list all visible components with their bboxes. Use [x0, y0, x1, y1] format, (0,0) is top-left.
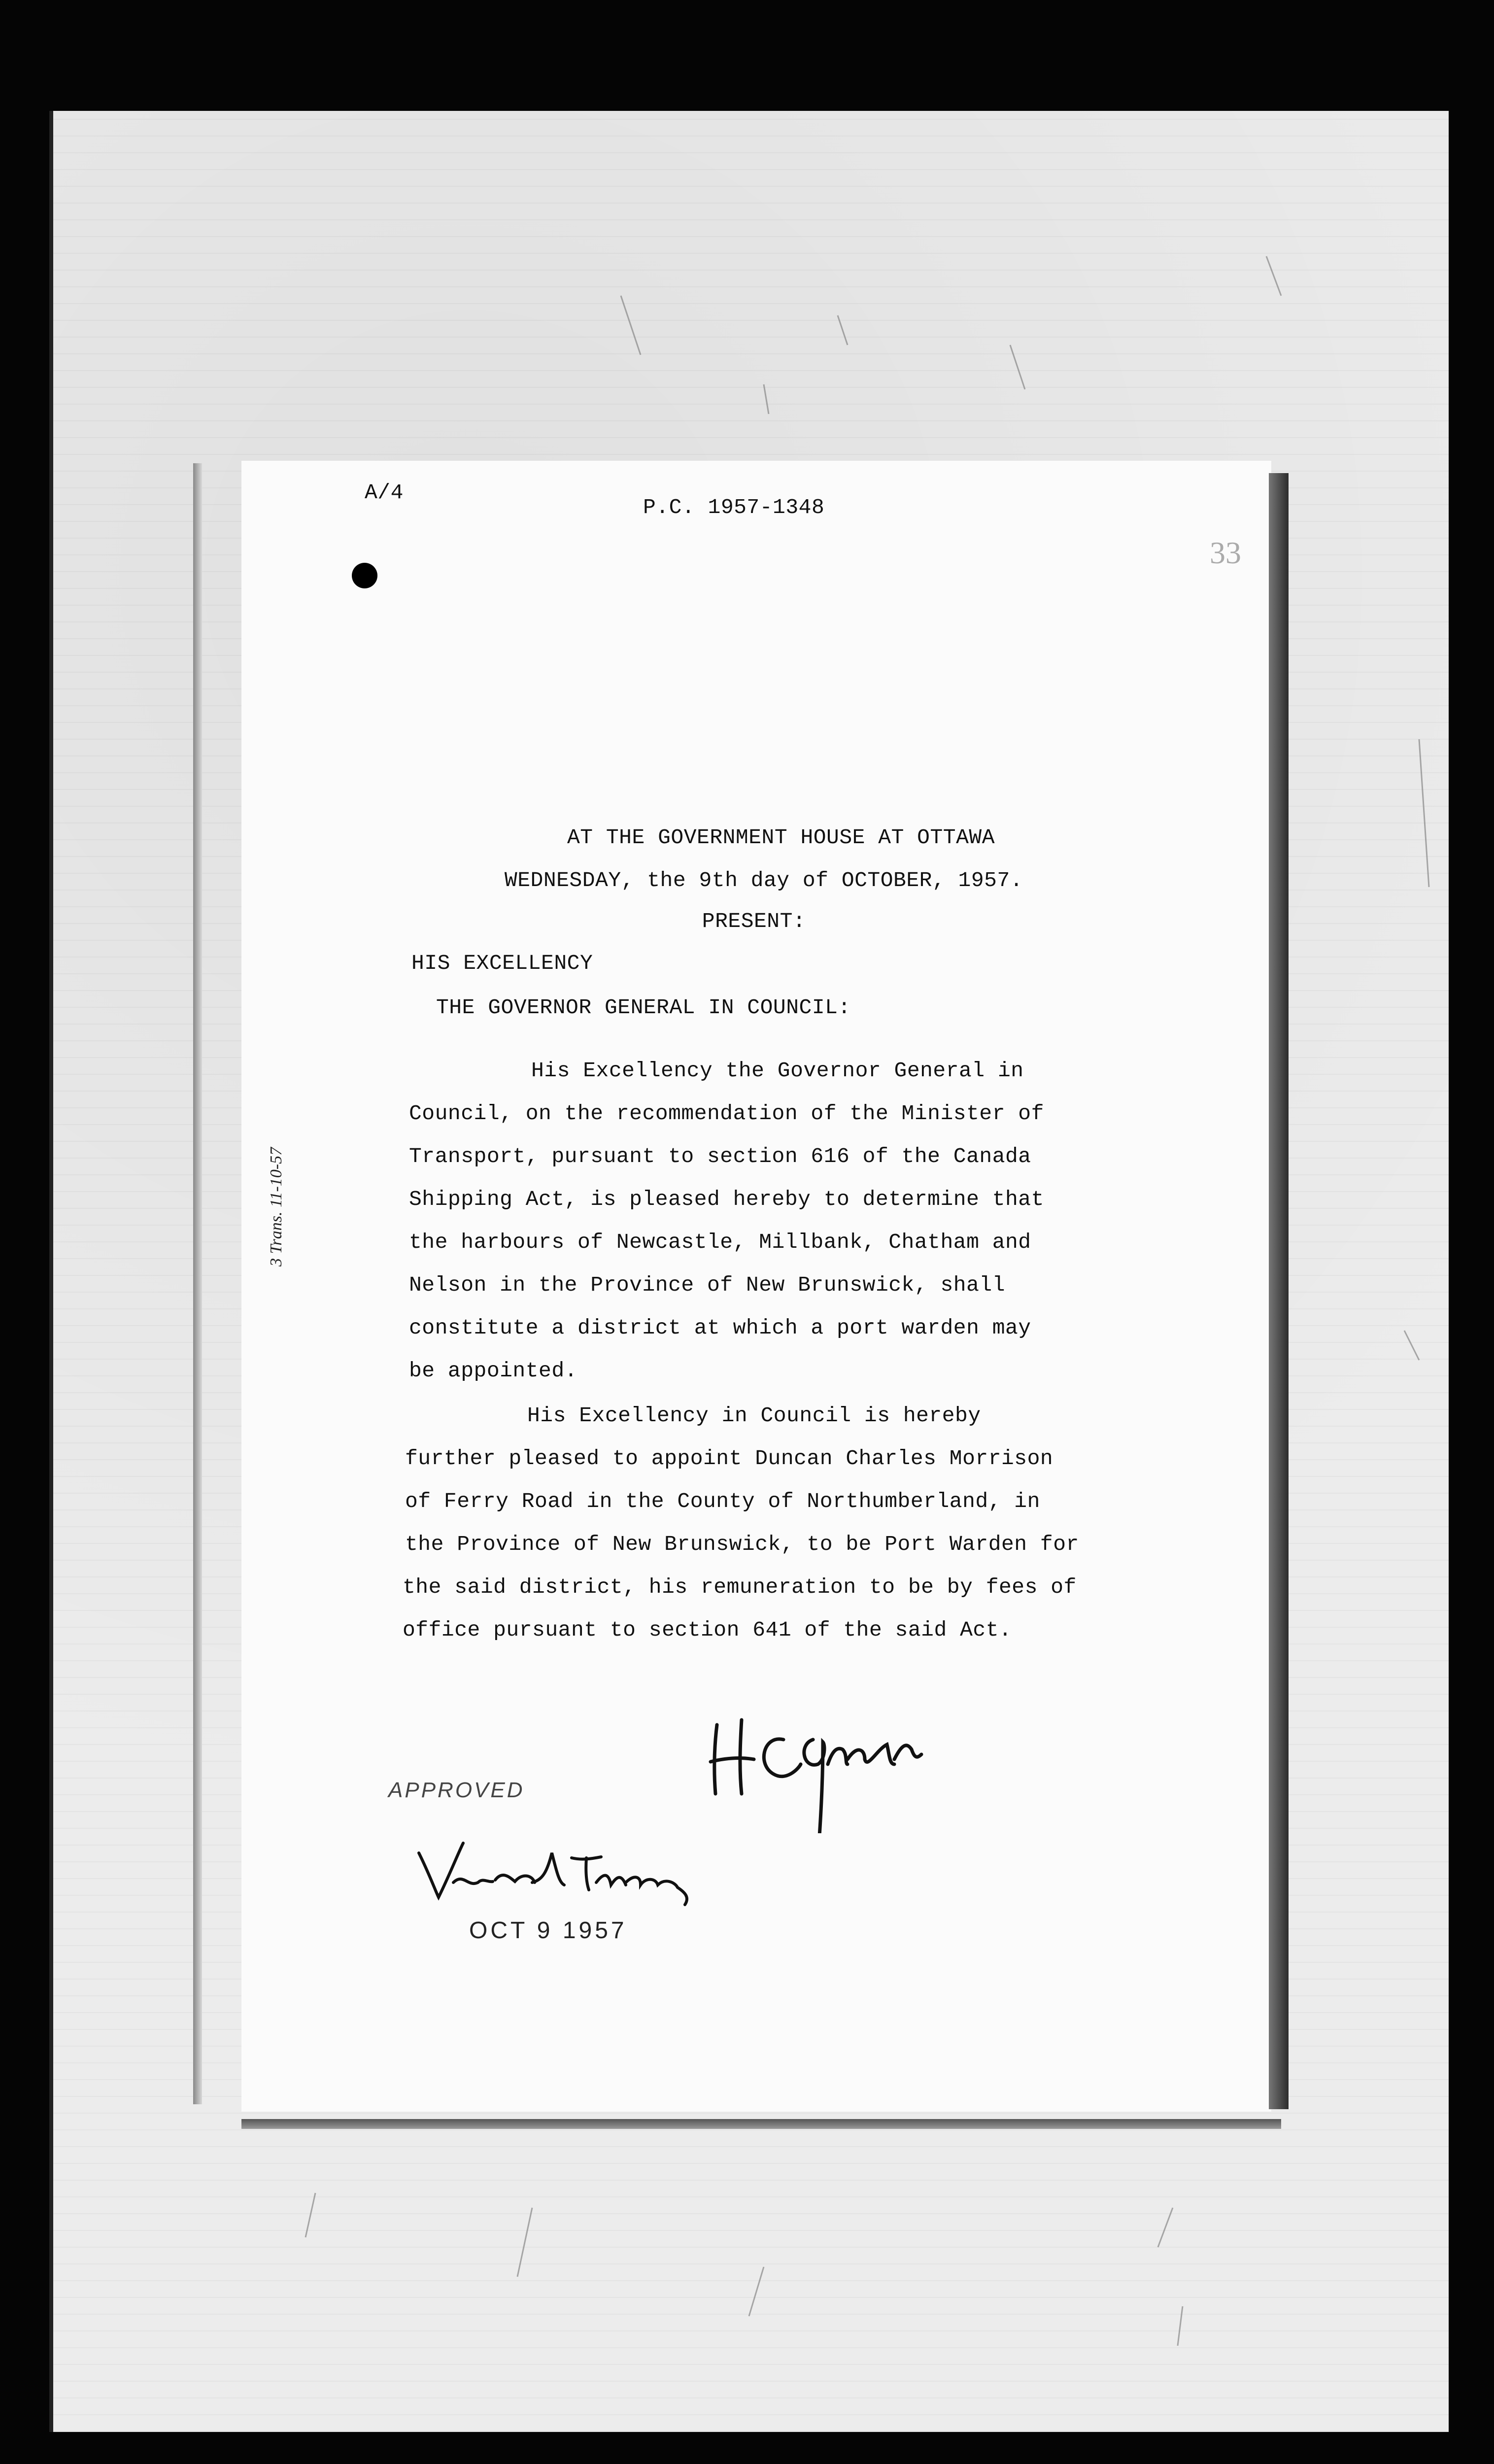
signature-clerk: [700, 1695, 926, 1833]
council-line: THE GOVERNOR GENERAL IN COUNCIL:: [436, 995, 851, 1020]
paragraph-2-line: the said district, his remuneration to be by fees of: [403, 1575, 1077, 1599]
page-shadow-bottom: [241, 2119, 1281, 2129]
present-line: PRESENT:: [702, 909, 806, 933]
paragraph-2-line: of Ferry Road in the County of Northumberland, in: [405, 1489, 1040, 1513]
paragraph-1-line: Transport, pursuant to section 616 of the Canada: [409, 1144, 1031, 1168]
order-number: P.C. 1957-1348: [643, 495, 825, 519]
excellency-line: HIS EXCELLENCY: [411, 951, 593, 975]
paragraph-2-line: the Province of New Brunswick, to be Port Warden for: [405, 1532, 1079, 1556]
paragraph-2-line: further pleased to appoint Duncan Charles Morrison: [405, 1446, 1053, 1471]
approved-label: APPROVED: [388, 1778, 525, 1802]
paragraph-1-line: constitute a district at which a port warden may: [409, 1316, 1031, 1340]
folio-number: 33: [1210, 535, 1241, 570]
punch-hole: [352, 563, 377, 588]
approval-date-stamp: OCT 9 1957: [469, 1917, 627, 1944]
paragraph-1-line: His Excellency the Governor General in: [531, 1059, 1024, 1083]
date-line: WEDNESDAY, the 9th day of OCTOBER, 1957.: [504, 868, 1023, 892]
page-edge: [193, 463, 202, 2104]
paragraph-1-line: Nelson in the Province of New Brunswick, shall: [409, 1273, 1005, 1297]
paragraph-2-line: office pursuant to section 641 of the said Act.: [403, 1618, 1012, 1642]
marginal-note: 3 Trans. 11-10-57: [267, 1147, 285, 1266]
paragraph-1-line: Shipping Act, is pleased hereby to determine that: [409, 1187, 1044, 1211]
paragraph-1-line: be appointed.: [409, 1359, 577, 1383]
paragraph-1-line: Council, on the recommendation of the Minister of: [409, 1101, 1044, 1126]
paragraph-1-line: the harbours of Newcastle, Millbank, Chatham and: [409, 1230, 1031, 1254]
reference-code: A/4: [365, 480, 404, 505]
page-shadow: [1269, 473, 1289, 2109]
signature-governor: [409, 1823, 695, 1912]
paragraph-2-line: His Excellency in Council is hereby: [527, 1403, 981, 1428]
place-line: AT THE GOVERNMENT HOUSE AT OTTAWA: [567, 825, 995, 850]
